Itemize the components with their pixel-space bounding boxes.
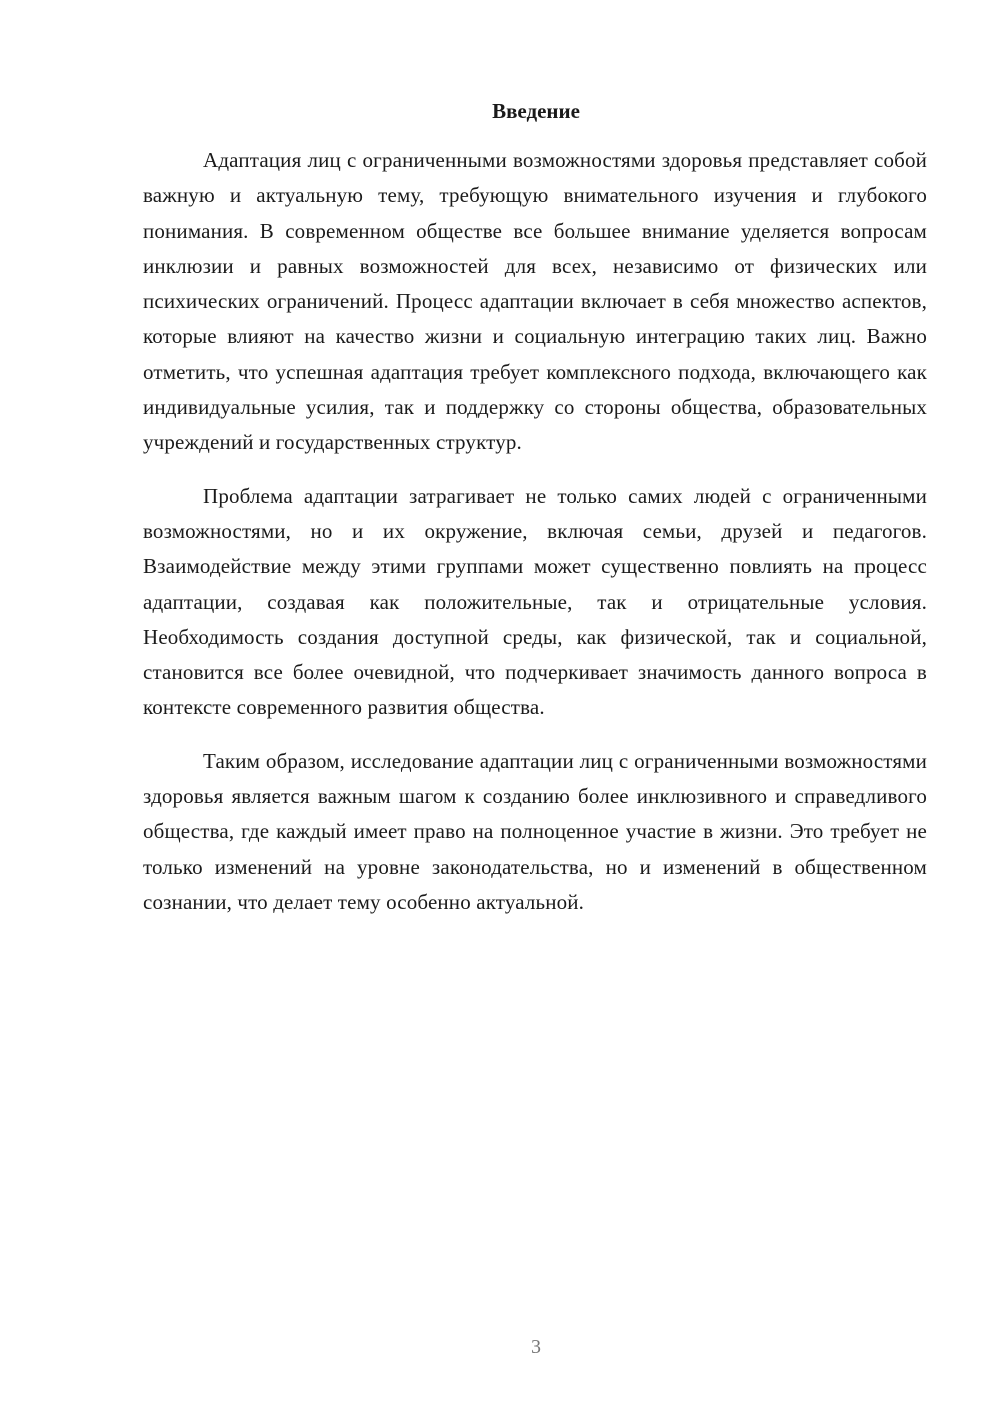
paragraph: Проблема адаптации затрагивает не только самих людей с ограниченными возможностями, но и их окружение, включая семьи, друзей и педагогов. Взаимодействие между этими группами может существенно повлиять на процесс адаптации, создавая как положительные, так и отрицательные условия. Необходимость создания доступной среды, как физической, так и социальной, становится все более очевидной, что подчеркивает значимость данного вопроса в контексте современного развития общества. bbox=[143, 483, 927, 720]
section-title: Введение bbox=[492, 99, 580, 123]
page-number: 3 bbox=[531, 1336, 541, 1358]
paragraph: Адаптация лиц с ограниченными возможностями здоровья представляет собой важную и актуальную тему, требующую внимательного изучения и глубокого понимания. В современном обществе все большее внимание уделяется вопросам инклюзии и равных возможностей для всех, независимо от физических или психических ограничений. Процесс адаптации включает в себя множество аспектов, которые влияют на качество жизни и социальную интеграцию таких лиц. Важно отметить, что успешная адаптация требует комплексного подхода, включающего как индивидуальные усилия, так и поддержку со стороны общества, образовательных учреждений и государственных структур. bbox=[143, 148, 927, 455]
paragraph: Таким образом, исследование адаптации лиц с ограниченными возможностями здоровья является важным шагом к созданию более инклюзивного и справедливого общества, где каждый имеет право на полноценное участие в жизни. Это требует не только изменений на уровне законодательства, но и изменений в общественном сознании, что делает тему особенно актуальной. bbox=[143, 748, 927, 914]
body-text bbox=[143, 143, 927, 920]
